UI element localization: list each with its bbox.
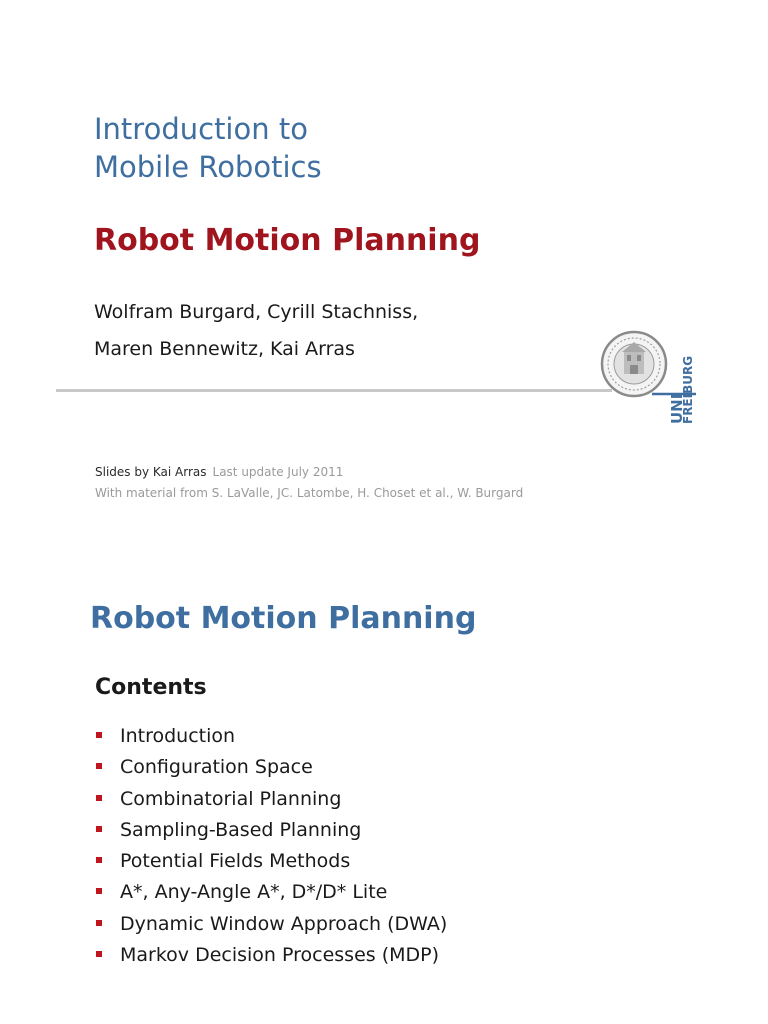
list-item <box>95 784 447 815</box>
course-title-line: Introduction to <box>94 112 308 146</box>
list-item <box>95 721 447 752</box>
list-item <box>95 909 447 940</box>
list-item <box>95 752 447 783</box>
list-item <box>95 877 447 908</box>
list-item-label: Markov Decision Processes (MDP) <box>120 944 440 967</box>
list-item-label: Dynamic Window Approach (DWA) <box>120 912 448 935</box>
credits-material: With material from S. LaValle, JC. Latombe, H. Choset et al., W. Burgard <box>95 486 524 500</box>
bullet-icon <box>96 857 102 863</box>
contents-slide-title: Robot Motion Planning <box>90 601 477 636</box>
contents-slide <box>0 568 768 1024</box>
university-seal-icon <box>600 322 696 430</box>
list-item-label: Configuration Space <box>120 756 313 779</box>
list-item <box>95 846 447 877</box>
bullet-icon <box>96 888 102 894</box>
bullet-icon <box>96 763 102 769</box>
title-divider <box>56 389 612 392</box>
author-line: Wolfram Burgard, Cyrill Stachniss, <box>94 301 419 323</box>
slide-credits <box>95 462 523 504</box>
list-item-label: Potential Fields Methods <box>120 850 351 873</box>
bullet-icon <box>96 951 102 957</box>
course-title-line: Mobile Robotics <box>94 150 322 184</box>
list-item <box>95 940 447 971</box>
bullet-icon <box>96 826 102 832</box>
author-line: Maren Bennewitz, Kai Arras <box>94 338 355 360</box>
bullet-icon <box>96 732 102 738</box>
bullet-icon <box>96 795 102 801</box>
logo-text-uni: UNI <box>668 393 686 424</box>
list-item-label: A*, Any-Angle A*, D*/D* Lite <box>120 881 388 904</box>
course-title <box>94 110 322 186</box>
list-item-label: Sampling-Based Planning <box>120 818 362 841</box>
credits-last-update: Last update July 2011 <box>212 465 344 479</box>
university-logo <box>600 322 696 430</box>
author-list <box>94 294 418 368</box>
lecture-title: Robot Motion Planning <box>94 223 481 258</box>
contents-list <box>95 721 447 971</box>
bullet-icon <box>96 920 102 926</box>
list-item <box>95 815 447 846</box>
credits-slides-by: Slides by Kai Arras <box>95 465 207 479</box>
list-item-label: Introduction <box>120 725 236 747</box>
list-item-label: Combinatorial Planning <box>120 787 342 810</box>
contents-heading: Contents <box>95 675 207 700</box>
logo-text-freiburg: FREIBURG <box>681 355 695 424</box>
